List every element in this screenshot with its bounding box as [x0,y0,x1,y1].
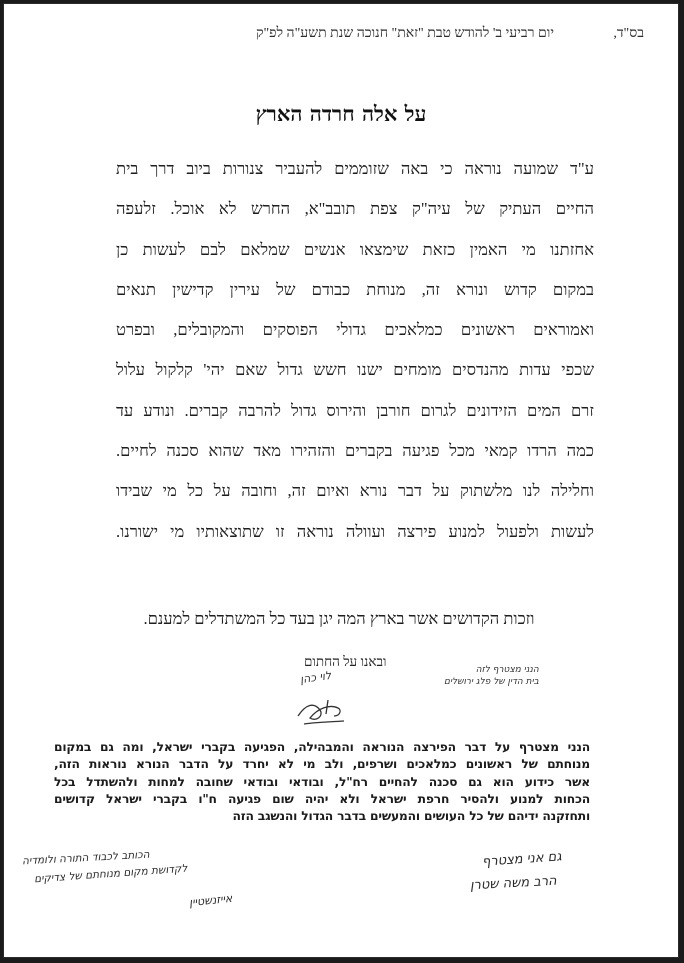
body-line: כמה הרדו קמאי מכל פגיעה בקברים והזהירו מאד שהוא סכנה לחיים. [116,441,594,461]
addendum-line: ותחזקנה ידיהם של כל העושים והמעשים בדבר הגדול והנשגב הזה [232,809,590,824]
body-line: ואמוראים ראשונים כמלאכים גדולי הפוסקים והמקובלים, ובפרט [116,320,594,340]
body-line: ע"ד שמועה נוראה כי באה שזוממים להעביר צנורות ביוב דרך בית [116,159,594,178]
addendum-line: הכחות למנוע ולהסיר חרפת ישראל ולא יהיה שום פגיעה ח"ו בקברי ישראל קדושים [54,791,590,806]
signature-scribble-icon [294,694,354,728]
closing-line: וזכות הקדושים אשר בארץ המה יגן בעד כל המשתדלים למענם. [143,609,535,628]
signature-line: בית הדין של פלג ירושלים [444,677,539,687]
addendum-line: אשר כידוע הוא גם סכנה להחיים רח"ל, ובודאי ובודאי שחובה למחות ולהשתדל בכל [54,774,590,789]
handwritten-signature: אייזנשטיין [188,891,233,910]
handwritten-note: הכותב לכבוד התורה ולומדיה [21,848,150,868]
addendum-paragraph [54,739,590,825]
document-header [84,26,644,50]
body-line: שכפי עדות מהנדסים מומחים ישנו חשש גדול שאם יהי' קלקול עלול [116,360,594,380]
body-line: אחזתנו מי האמין כזאת שימצאו אנשים שמלאם לבם לעשות כן [116,239,594,259]
addendum-line: הנני מצטרף על דבר הפירצה הנוראה והמבהילה, הפגיעה בקברי ישראל, ומה גם במקום [54,740,590,754]
addendum-line: מנוחתם של ראשונים כמלאכים ושרפים, ולב מי לא יחרד על הדבר הנורא נוראות הזה, [54,757,590,772]
body-line: וחלילה לנו מלשתוק על דבר נורא ואיום זה, וחובה על כל מי שבידו [116,481,594,501]
hebrew-date: יום רביעי ב' להודש טבת "זאת" חנוכה שנת תשע"ה לפ"ק [255,26,554,41]
signature-right [444,664,539,688]
body-line: זרם המים הזידונים לגרום חורבן והירוס גדול להרבה קברים. ונודע עד [116,400,594,420]
body-line: לעשות ולפעול למנוע פירצה ועוולה נוראה זו שתוצאותיו מי ישורנו. [116,521,594,541]
document-page [3,3,679,958]
body-line: החיים העתיק של עיה"ק צפת תובב"א, החרש לא אוכל. זלעפה [116,199,594,219]
handwritten-note: גם אני מצטרף [481,849,563,870]
handwritten-signature: הרב משה שטרן [469,873,558,894]
bsd-mark: בס"ד, [613,26,644,41]
signed-below-label: ובאנו על החתום [304,654,387,669]
body-paragraph [116,149,594,552]
handwritten-note: לקדושת מקום מנוחתם של צדיקים [33,862,188,886]
body-line: במקום קדוש ונורא זה, מנוחת כבודם של עירין קדישין תנאים [116,279,594,299]
signature-line: הנני מצטרף לזה [475,665,539,675]
signature-center: לוי כהן [299,668,332,687]
document-title: על אלה חרדה הארץ [255,101,427,126]
